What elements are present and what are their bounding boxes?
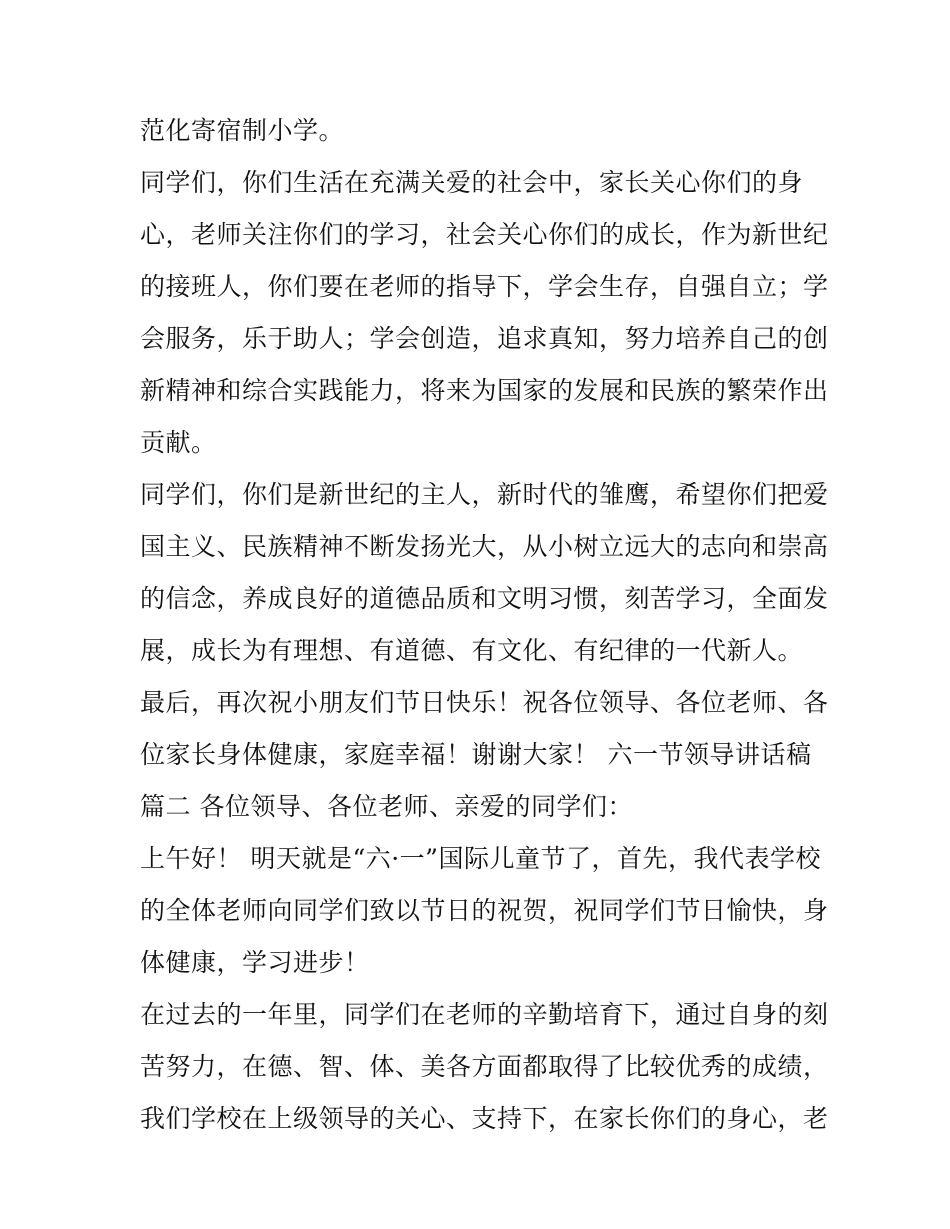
- text-line: 体健康，学习进步！: [140, 948, 370, 977]
- text-line: 位家长身体健康，家庭幸福！谢谢大家！ 六一节领导讲话稿: [140, 740, 812, 769]
- text-line: 新精神和综合实践能力，将来为国家的发展和民族的繁荣作出: [140, 376, 829, 405]
- text-line: 会服务，乐于助人；学会创造，追求真知，努力培养自己的创: [140, 324, 829, 353]
- text-line: 苦努力，在德、智、体、美各方面都取得了比较优秀的成绩，: [140, 1052, 829, 1081]
- text-line: 篇二 各位领导、各位老师、亲爱的同学们：: [140, 792, 633, 821]
- text-line: 同学们，你们是新世纪的主人，新时代的雏鹰，希望你们把爱: [140, 480, 829, 509]
- text-line: 在过去的一年里，同学们在老师的辛勤培育下，通过自身的刻: [140, 1000, 829, 1029]
- text-line: 上午好！ 明天就是“六·一”国际儿童节了，首先，我代表学校: [140, 844, 821, 873]
- text-line: 心，老师关注你们的学习，社会关心你们的成长，作为新世纪: [140, 220, 829, 249]
- text-line: 贡献。: [140, 428, 217, 457]
- text-line: 的全体老师向同学们致以节日的祝贺，祝同学们节日愉快，身: [140, 896, 829, 925]
- text-line: 最后，再次祝小朋友们节日快乐！祝各位领导、各位老师、各: [140, 688, 829, 717]
- text-line: 国主义、民族精神不断发扬光大，从小树立远大的志向和崇高: [140, 532, 829, 561]
- text-line: 我们学校在上级领导的关心、支持下，在家长你们的身心，老: [140, 1104, 829, 1133]
- text-line: 范化寄宿制小学。: [140, 116, 345, 145]
- text-line: 展，成长为有理想、有道德、有文化、有纪律的一代新人。: [140, 636, 804, 665]
- text-line: 的接班人，你们要在老师的指导下，学会生存，自强自立；学: [140, 272, 829, 301]
- document-body: [140, 105, 829, 1145]
- text-line: 的信念，养成良好的道德品质和文明习惯，刻苦学习，全面发: [140, 584, 829, 613]
- text-line: 同学们，你们生活在充满关爱的社会中，家长关心你们的身: [140, 168, 804, 197]
